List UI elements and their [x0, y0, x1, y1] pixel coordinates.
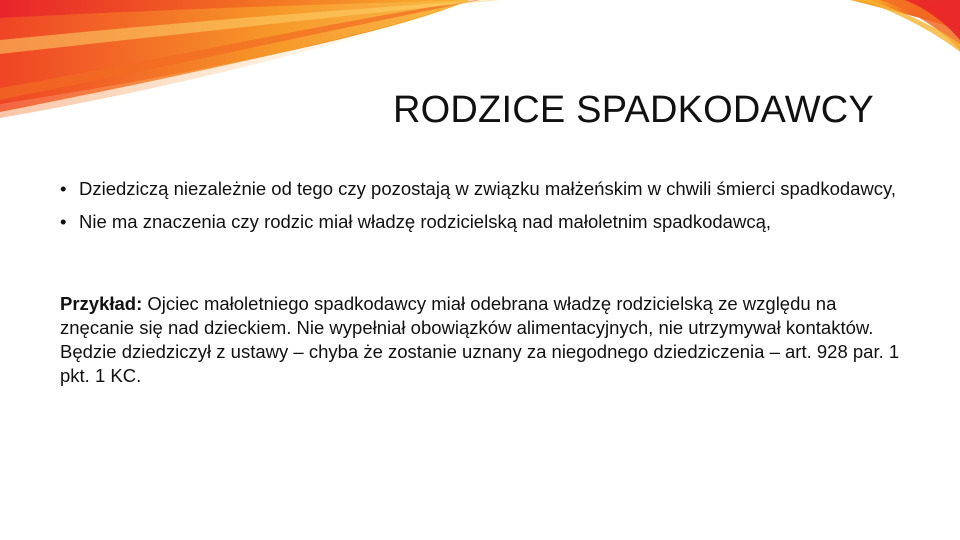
bullet-text: Nie ma znaczenia czy rodzic miał władzę rodzicielską nad małoletnim spadkodawcą,: [79, 211, 771, 232]
bullet-item: [60, 178, 900, 200]
bullet-marker: •: [60, 211, 67, 232]
example-text: Ojciec małoletniego spadkodawcy miał odebrana władzę rodzicielską ze względu na znęcanie się nad dzieckiem. Nie wypełniał obowiązków alimentacyjnych, nie utrzymywał kontaktów. Będzie dziedziczył z ustawy – chyba że zostanie uznany za niegodnego dziedziczenia – art. 928 par. 1 pkt. 1 KC.: [60, 293, 900, 386]
bullet-text: Dziedziczą niezależnie od tego czy pozostają w związku małżeńskim w chwili śmierci spadkodawcy,: [79, 178, 897, 199]
example-label: Przykład:: [60, 293, 143, 314]
bullet-marker: •: [60, 178, 67, 199]
bullet-item: [60, 211, 900, 233]
slide-title: RODZICE SPADKODAWCY: [393, 89, 874, 131]
bullet-list: [60, 178, 900, 244]
example-paragraph: [60, 292, 900, 388]
